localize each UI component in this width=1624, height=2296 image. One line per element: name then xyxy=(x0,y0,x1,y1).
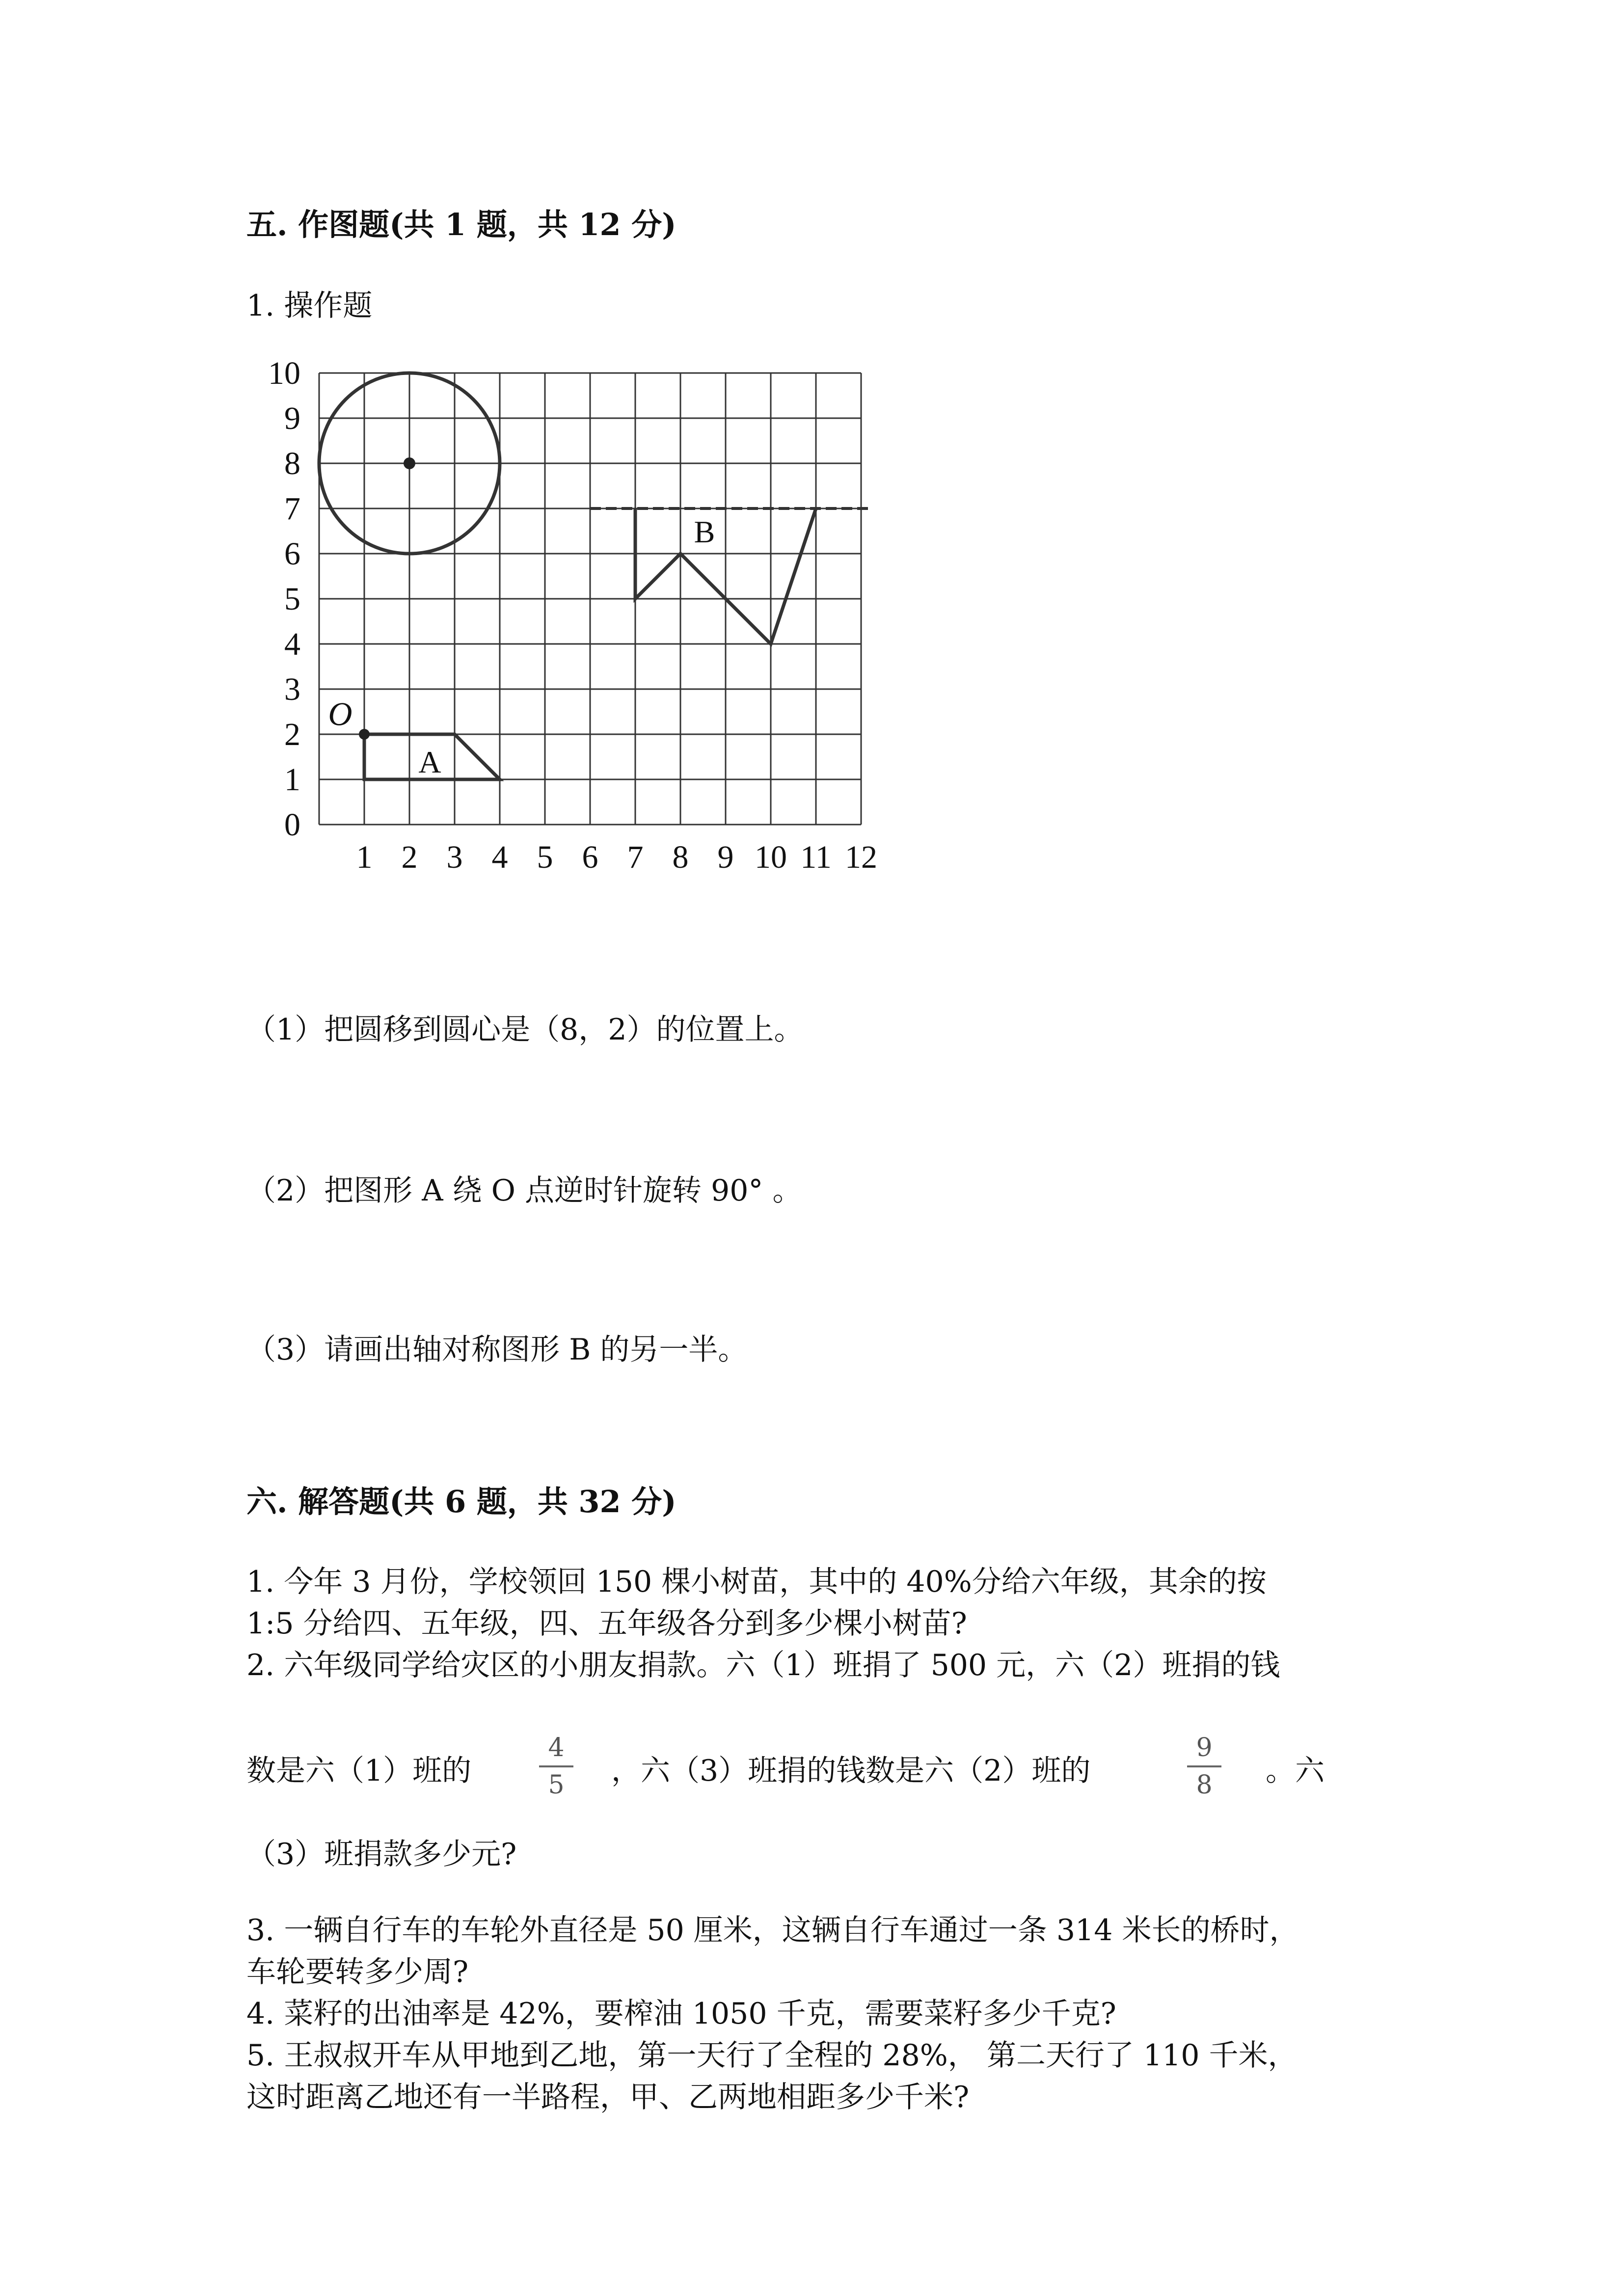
shape-b-label: B xyxy=(694,514,715,549)
q3-line2: 车轮要转多少周? xyxy=(246,1955,469,1989)
task-item-1: （1）把圆移到圆心是（8，2）的位置上。 xyxy=(246,1013,804,1047)
q1-line1: 1. 今年 3 月份，学校领回 150 棵小树苗，其中的 40%分给六年级，其余的按 xyxy=(246,1565,1267,1599)
y-tick-label: 10 xyxy=(268,355,300,391)
y-tick-label: 3 xyxy=(284,671,300,707)
y-tick-label: 9 xyxy=(284,400,300,436)
x-tick-label: 7 xyxy=(627,839,644,875)
q2-line3: （3）班捐款多少元? xyxy=(246,1837,517,1871)
x-tick-label: 5 xyxy=(537,839,553,875)
coordinate-grid-figure xyxy=(245,355,903,923)
q4-line1: 4. 菜籽的出油率是 42%，要榨油 1050 千克，需要菜籽多少千克? xyxy=(246,1997,1116,2031)
x-tick-labels xyxy=(356,839,878,875)
x-tick-label: 10 xyxy=(755,839,787,875)
x-tick-label: 6 xyxy=(582,839,598,875)
fraction-nine-eighths xyxy=(1187,1735,1221,1798)
fraction-denominator: 8 xyxy=(1196,1770,1213,1800)
fraction-four-fifths xyxy=(539,1735,573,1798)
q1-line2: 1:5 分给四、五年级，四、五年级各分到多少棵小树苗? xyxy=(246,1606,967,1641)
y-tick-label: 6 xyxy=(284,536,300,572)
x-tick-label: 9 xyxy=(717,839,734,875)
y-tick-label: 4 xyxy=(284,626,300,662)
x-tick-label: 1 xyxy=(356,839,373,875)
x-tick-label: 4 xyxy=(491,839,508,875)
task-item-3: （3）请画出轴对称图形 B 的另一半。 xyxy=(246,1333,748,1367)
q2-part3: 。六 xyxy=(1266,1754,1325,1788)
y-tick-labels xyxy=(268,355,300,843)
y-tick-label: 1 xyxy=(284,762,300,798)
x-tick-label: 8 xyxy=(672,839,689,875)
x-tick-label: 11 xyxy=(800,839,832,875)
y-tick-label: 8 xyxy=(284,446,300,481)
shape-a-label: A xyxy=(418,745,441,780)
y-tick-label: 7 xyxy=(284,491,300,527)
section6-title: 六. 解答题(共 6 题，共 32 分) xyxy=(246,1484,677,1520)
q5-line2: 这时距离乙地还有一半路程，甲、乙两地相距多少千米? xyxy=(246,2080,970,2114)
q2-line1: 2. 六年级同学给灾区的小朋友捐款。六（1）班捐了 500 元，六（2）班捐的钱 xyxy=(246,1648,1280,1682)
y-tick-label: 5 xyxy=(284,581,300,617)
grid-lines xyxy=(319,373,861,825)
q3-line1: 3. 一辆自行车的车轮外直径是 50 厘米，这辆自行车通过一条 314 米长的桥时， xyxy=(246,1913,1299,1948)
point-o-label: O xyxy=(328,695,352,733)
task-item-2: （2）把图形 A 绕 O 点逆时针旋转 90° 。 xyxy=(246,1174,802,1208)
point-o-dot xyxy=(359,729,370,740)
fraction-numerator: 9 xyxy=(1187,1735,1221,1767)
section5-title: 五. 作图题(共 1 题，共 12 分) xyxy=(246,207,677,242)
q2-part2: ，六（3）班捐的钱数是六（2）班的 xyxy=(611,1754,1091,1788)
x-tick-label: 12 xyxy=(845,839,877,875)
fraction-numerator: 4 xyxy=(539,1735,573,1767)
x-tick-label: 2 xyxy=(401,839,418,875)
y-tick-label: 2 xyxy=(284,717,300,752)
fraction-denominator: 5 xyxy=(548,1770,565,1800)
circle-center-dot xyxy=(404,457,415,469)
question-label: 1. 操作题 xyxy=(246,289,373,323)
x-tick-label: 3 xyxy=(446,839,463,875)
q5-line1: 5. 王叔叔开车从甲地到乙地，第一天行了全程的 28%， 第二天行了 110 千米， xyxy=(246,2038,1298,2073)
y-tick-label: 0 xyxy=(284,807,300,843)
q2-part1: 数是六（1）班的 xyxy=(246,1754,472,1788)
